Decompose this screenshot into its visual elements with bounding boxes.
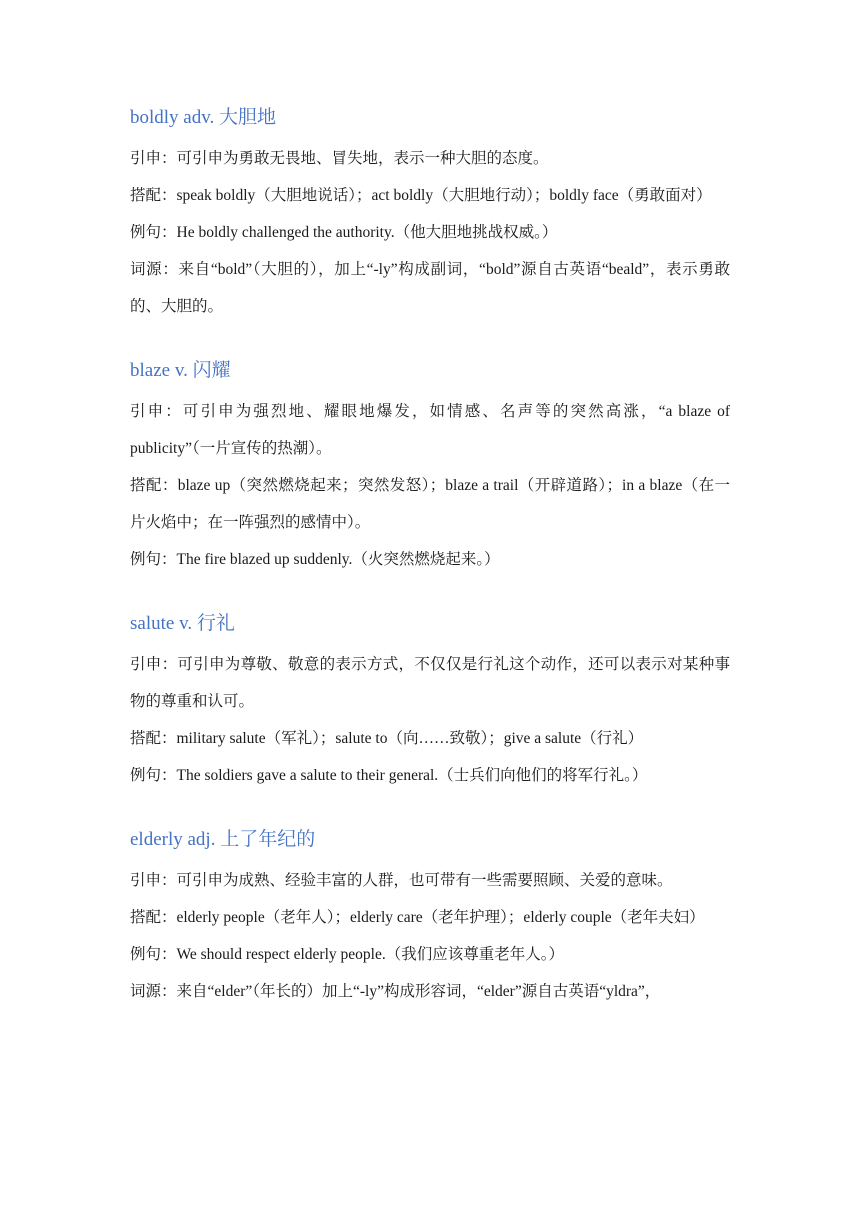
example-line: 例句：The soldiers gave a salute to their general.（士兵们向他们的将军行礼。） — [130, 767, 648, 784]
example-line: 例句：The fire blazed up suddenly.（火突然燃烧起来。） — [130, 551, 500, 568]
entry-boldly — [130, 100, 730, 325]
collocation-line: 搭配：blaze up（突然燃烧起来；突然发怒）；blaze a trail（开辟道路）；in a blaze（在一片火焰中；在一阵强烈的感情中）。 — [130, 477, 730, 531]
collocation-line: 搭配：elderly people（老年人）；elderly care（老年护理）；elderly couple（老年夫妇） — [130, 909, 705, 926]
entry-blaze — [130, 353, 730, 578]
etymology-line: 词源：来自“elder”（年长的）加上“-ly”构成形容词，“elder”源自古英语“yldra”， — [130, 983, 661, 1000]
headword: salute v. 行礼 — [130, 613, 235, 634]
entry-salute — [130, 606, 730, 794]
extension-line: 引申：可引申为尊敬、敬意的表示方式，不仅仅是行礼这个动作，还可以表示对某种事物的尊重和认可。 — [130, 656, 730, 710]
headword: elderly adj. 上了年纪的 — [130, 829, 316, 850]
extension-line: 引申：可引申为强烈地、耀眼地爆发，如情感、名声等的突然高涨，“a blaze of publicity”（一片宣传的热潮）。 — [130, 403, 730, 457]
dictionary-page — [130, 100, 730, 1038]
collocation-line: 搭配：speak boldly（大胆地说话）；act boldly（大胆地行动）；boldly face（勇敢面对） — [130, 187, 712, 204]
headword: blaze v. 闪耀 — [130, 360, 231, 381]
headword: boldly adv. 大胆地 — [130, 107, 277, 128]
example-line: 例句：He boldly challenged the authority.（他大胆地挑战权威。） — [130, 224, 558, 241]
etymology-line: 词源：来自“bold”（大胆的），加上“-ly”构成副词，“bold”源自古英语“beald”，表示勇敢的、大胆的。 — [130, 261, 730, 315]
extension-line: 引申：可引申为成熟、经验丰富的人群，也可带有一些需要照顾、关爱的意味。 — [130, 872, 673, 889]
entry-elderly — [130, 822, 730, 1010]
extension-line: 引申：可引申为勇敢无畏地、冒失地，表示一种大胆的态度。 — [130, 150, 549, 167]
example-line: 例句：We should respect elderly people.（我们应该尊重老年人。） — [130, 946, 564, 963]
collocation-line: 搭配：military salute（军礼）；salute to（向……致敬）；give a salute（行礼） — [130, 730, 644, 747]
